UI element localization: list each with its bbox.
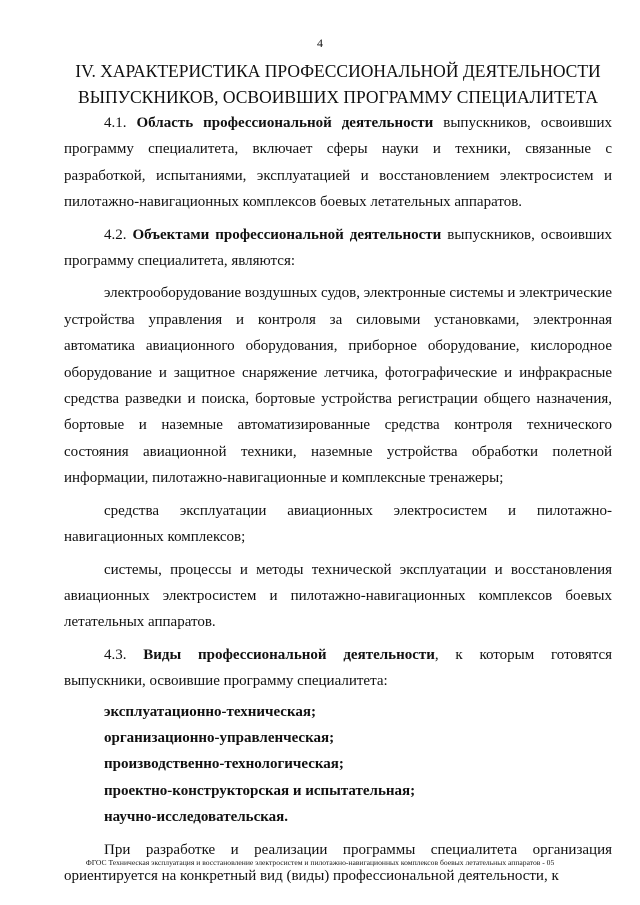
- page-footer: ФГОС Техническая эксплуатация и восстановление электросистем и пилотажно-навигационных комплексов боевых летательных аппаратов - 05: [85, 858, 555, 867]
- object-item: электрооборудование воздушных судов, электронные системы и электрические устройства управления и контроля за силовыми установками, электронная автоматика авиационного оборудования, приборное оборудование, кислородное оборудование и защитное снаряжение летчика, фотографические и инфракрасные средства разведки и поиска, бортовые устройства регистрации общего назначения, бортовые и наземные автоматизированные средства контроля технического состояния авиационной техники, наземные устройства обработки полетной информации, пилотажно-навигационные и комплексные тренажеры;: [64, 285, 612, 487]
- page-number: 4: [317, 36, 323, 50]
- object-item: системы, процессы и методы технической эксплуатации и восстановления авиационных электросистем и пилотажно-навигационных комплексов боевых летательных аппаратов.: [64, 561, 612, 631]
- paragraph-term: Объектами профессиональной деятельности: [132, 226, 442, 243]
- paragraph-4-1: [64, 110, 612, 216]
- paragraph-text: выпускников, освоивших программу специалитета, включает сферы науки и техники, связанные с разработкой, испытаниями, эксплуатацией и восстановлением электросистем и пилотажно-навигационных комплексов боевых летательных аппаратов.: [64, 115, 612, 211]
- activity-type-item: производственно-технологическая;: [104, 756, 344, 773]
- activity-type-item: эксплуатационно-техническая;: [104, 703, 316, 720]
- activity-type-item: организационно-управленческая;: [104, 729, 335, 746]
- paragraph-text: , к которым готовятся выпускники, освоившие программу специалитета:: [64, 646, 613, 690]
- paragraph-text: выпускников, освоивших программу специалитета, являются:: [64, 226, 613, 270]
- paragraph-final: При разработке и реализации программы специалитета организация ориентируется на конкретный вид (виды) профессиональной деятельности, к: [64, 841, 612, 884]
- paragraph-4-2: [64, 222, 612, 275]
- activity-type-item: проектно-конструкторская и испытательная;: [104, 782, 416, 799]
- document-body: [64, 110, 612, 889]
- paragraph-number: 4.3.: [104, 646, 127, 663]
- paragraph-number: 4.1.: [104, 115, 127, 131]
- paragraph-number: 4.2.: [104, 226, 127, 243]
- heading-line-2: ВЫПУСКНИКОВ, ОСВОИВШИХ ПРОГРАММУ СПЕЦИАЛИТЕТА: [78, 87, 598, 107]
- activity-type-item: научно-исследовательская.: [104, 809, 289, 826]
- paragraph-term: Виды профессиональной деятельности: [143, 646, 435, 663]
- heading-line-1: IV. ХАРАКТЕРИСТИКА ПРОФЕССИОНАЛЬНОЙ ДЕЯТЕЛЬНОСТИ: [75, 61, 601, 81]
- paragraph-term: Область профессиональной деятельности: [136, 115, 434, 131]
- section-heading: [64, 58, 612, 110]
- object-item: средства эксплуатации авиационных электросистем и пилотажно-навигационных комплексов;: [64, 502, 612, 546]
- paragraph-4-3: [64, 642, 612, 695]
